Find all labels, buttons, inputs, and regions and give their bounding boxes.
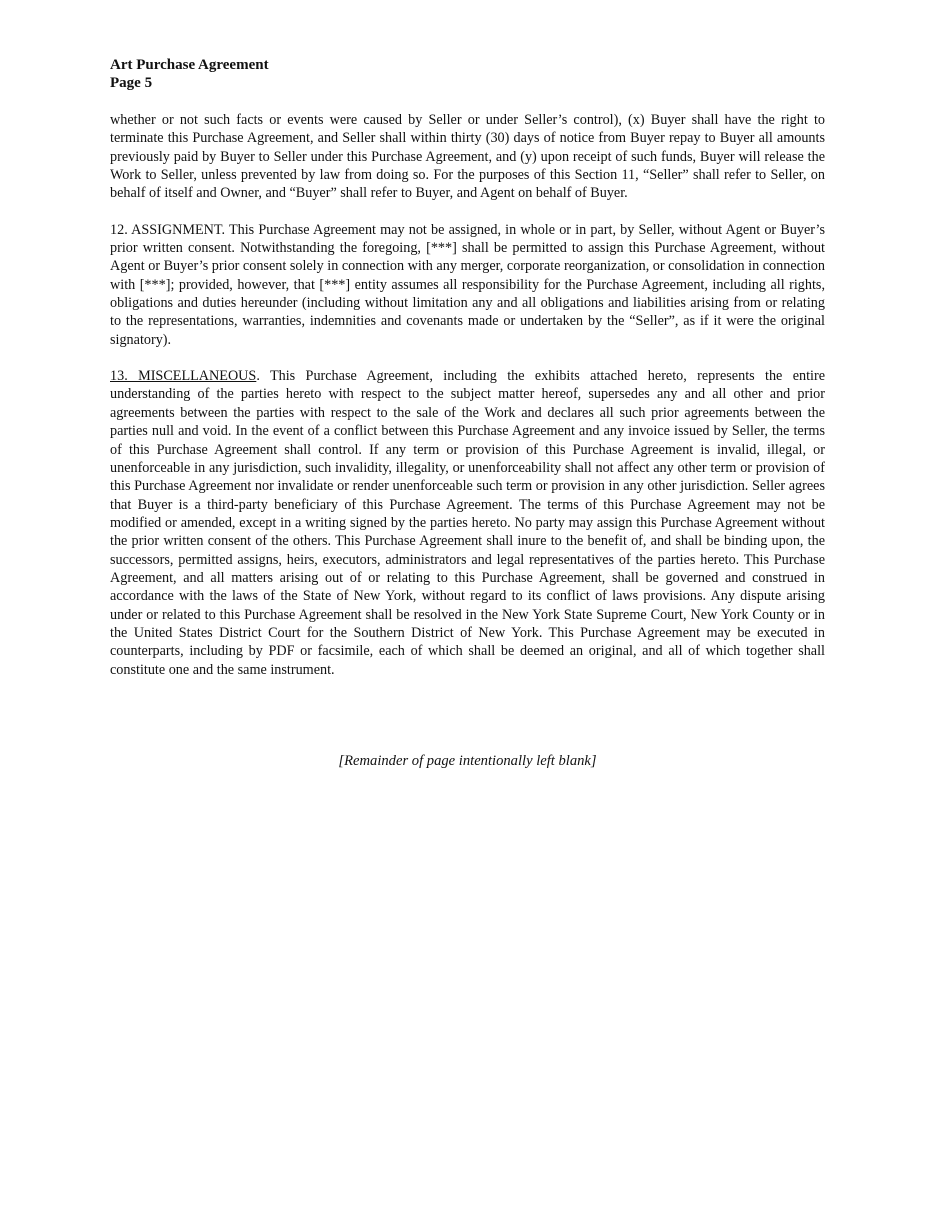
section-13-heading: 13. MISCELLANEOUS — [110, 368, 257, 385]
page-number: Page 5 — [110, 75, 153, 91]
document-title: Art Purchase Agreement — [110, 57, 269, 73]
document-page — [110, 56, 825, 679]
remainder-blank-note: [Remainder of page intentionally left blank] — [338, 753, 597, 769]
paragraph-section-13-miscellaneous — [110, 367, 825, 679]
paragraph-section-12-assignment: 12. ASSIGNMENT. This Purchase Agreement may not be assigned, in whole or in part, by Seller, without Agent or Buyer’s prior written consent. Notwithstanding the foregoing, [***] shall be permitted to assign this Purchase Agreement, without Agent or Buyer’s prior consent solely in connection with any merger, corporate reorganization, or consolidation in connection with [***]; provided, however, that [***] entity assumes all responsibility for the Purchase Agreement, including all rights, obligations and duties hereunder (including without limitation any and all obligations and liabilities arising from or relating to the representations, warranties, indemnities and covenants made or undertaken by the “Seller”, as if it were the original signatory). — [110, 221, 825, 348]
section-13-body: . This Purchase Agreement, including the exhibits attached hereto, represents the entire understanding of the parties hereto with respect to the subject matter hereof, supersedes any and all other and prior agreements between the parties with respect to the sale of the Work and declares all such prior agreements between the parties null and void. In the event of a conflict between this Purchase Agreement and any invoice issued by Seller, the terms of this Purchase Agreement shall control. If any term or provision of this Purchase Agreement is invalid, illegal, or unenforceable in any jurisdiction, such invalidity, illegality, or unenforceability shall not affect any other term or provision of this Purchase Agreement nor invalidate or render unenforceable such term or provision in any other jurisdiction. Seller agrees that Buyer is a third-party beneficiary of this Purchase Agreement. The terms of this Purchase Agreement may not be modified or amended, except in a writing signed by the parties hereto. No party may assign this Purchase Agreement without the prior written consent of the others. This Purchase Agreement shall inure to the benefit of, and shall be binding upon, the successors, permitted assigns, heirs, executors, administrators and legal representatives of the parties hereto. This Purchase Agreement, and all matters arising out of or relating to this Purchase Agreement, shall be governed and construed in accordance with the laws of the State of New York, without regard to its conflict of laws provisions. Any dispute arising under or related to this Purchase Agreement shall be resolved in the New York State Supreme Court, New York County or in the United States District Court for the Southern District of New York. This Purchase Agreement may be executed in counterparts, including by PDF or facsimile, each of which shall be deemed an original, and all of which together shall constitute one and the same instrument. — [110, 368, 825, 678]
paragraph-section-11-continued: whether or not such facts or events were caused by Seller or under Seller’s control), (x) Buyer shall have the right to terminate this Purchase Agreement, and Seller shall within thirty (30) days of notice from Buyer repay to Buyer all amounts previously paid by Buyer to Seller under this Purchase Agreement, and (y) upon receipt of such funds, Buyer will release the Work to Seller, unless prevented by law from doing so. For the purposes of this Section 11, “Seller” shall refer to Seller, on behalf of itself and Owner, and “Buyer” shall refer to Buyer, and Agent on behalf of Buyer. — [110, 112, 825, 202]
